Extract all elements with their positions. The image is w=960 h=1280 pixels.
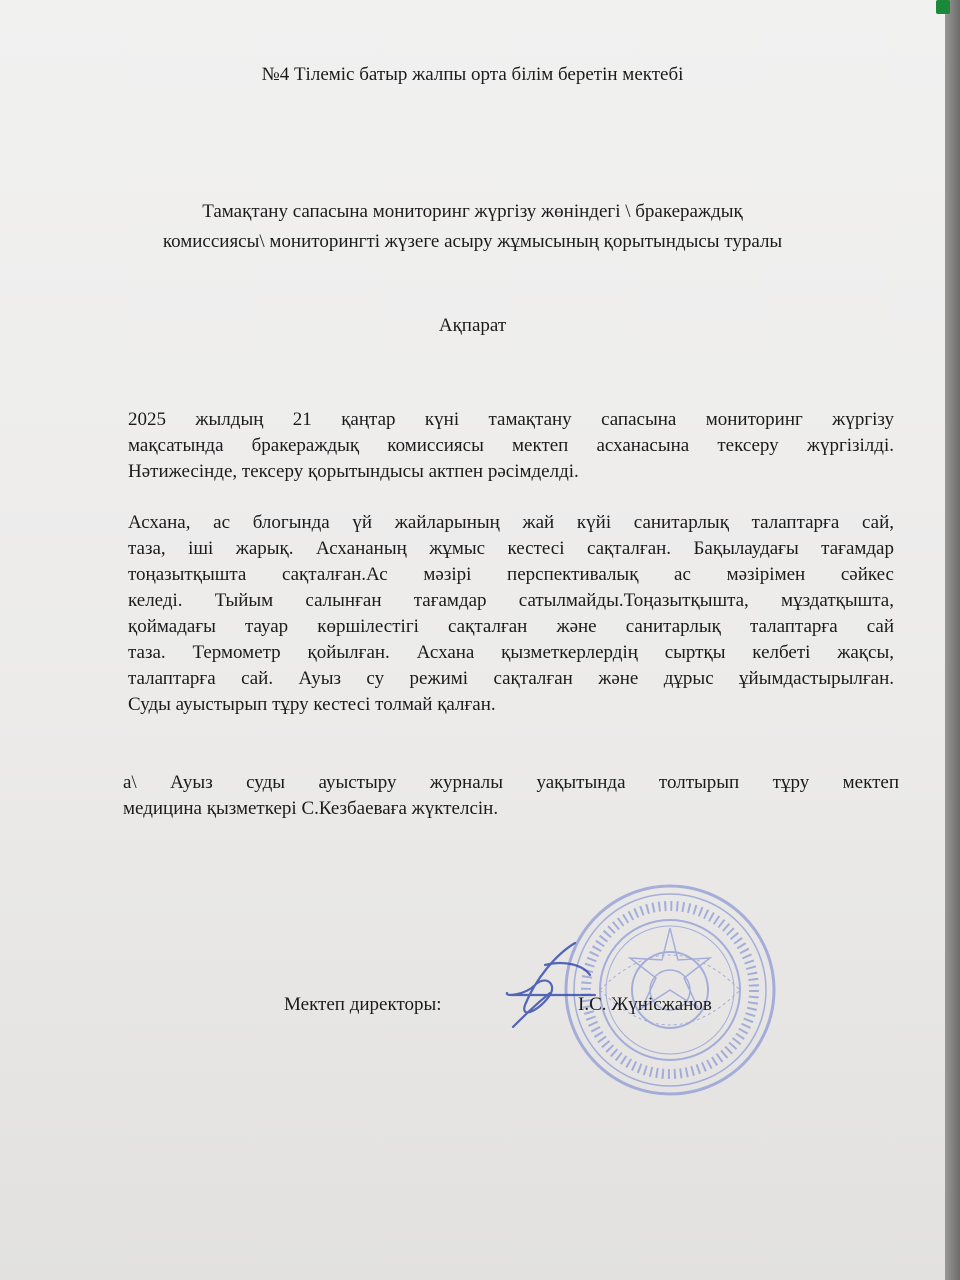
document-type: Ақпарат <box>438 315 507 336</box>
paragraph-line: қоймадағы тауар көршілестігі сақталған және санитарлық талаптарға сай <box>128 616 894 637</box>
paragraph-line: Нәтижесінде, тексеру қорытындысы актпен рәсімделді. <box>128 461 579 482</box>
paragraph-line: келеді. Тыйым салынған тағамдар сатылмайды.Тоңазытқышта, мұздатқышта, <box>128 590 894 611</box>
paragraph-line: талаптарға сай. Ауыз су режимі сақталған және дұрыс ұйымдастырылған. <box>128 668 894 689</box>
paragraph-line: а\ Ауыз суды ауыстыру журналы уақытында толтырып тұру мектеп <box>123 772 899 793</box>
school-name: №4 Тілеміс батыр жалпы орта білім беретін мектебі <box>261 64 684 85</box>
paragraph-line: 2025 жылдың 21 қаңтар күні тамақтану сапасына мониторинг жүргізу <box>128 409 894 430</box>
paragraph-line: Асхана, ас блогында үй жайларының жай күйі санитарлық талаптарға сай, <box>128 512 894 533</box>
green-corner-mark <box>936 0 950 14</box>
document-title-line-1: Тамақтану сапасына мониторинг жүргізу жөніндегі \ бракераждық <box>202 201 743 222</box>
paragraph-inspection <box>128 407 894 485</box>
page-edge-shadow <box>945 0 960 1280</box>
paragraph-line: мақсатында бракераждық комиссиясы мектеп асханасына тексеру жүргізілді. <box>128 435 894 456</box>
paragraph-line: таза. Термометр қойылған. Асхана қызметкерлердің сыртқы келбеті жақсы, <box>128 642 894 663</box>
document-title <box>0 197 945 257</box>
signatory-name: І.С. Жүнісжанов <box>578 994 712 1015</box>
paragraph-line: таза, іші жарық. Асхананың жұмыс кестесі сақталған. Бақылаудағы тағамдар <box>128 538 894 559</box>
paragraph-line: тоңазытқышта сақталған.Ас мәзірі перспективалық ас мәзірімен сәйкес <box>128 564 894 585</box>
document-title-line-2: комиссиясы\ мониторингті жүзеге асыру жұмысының қорытындысы туралы <box>162 231 783 252</box>
signature-label: Мектеп директоры: <box>284 994 442 1015</box>
paragraph-instruction <box>123 770 899 822</box>
paragraph-line: медицина қызметкері С.Кезбаеваға жүктелсін. <box>123 798 499 819</box>
paragraph-line: Суды ауыстырып тұру кестесі толмай қалған. <box>128 694 496 715</box>
paragraph-findings <box>128 510 894 718</box>
